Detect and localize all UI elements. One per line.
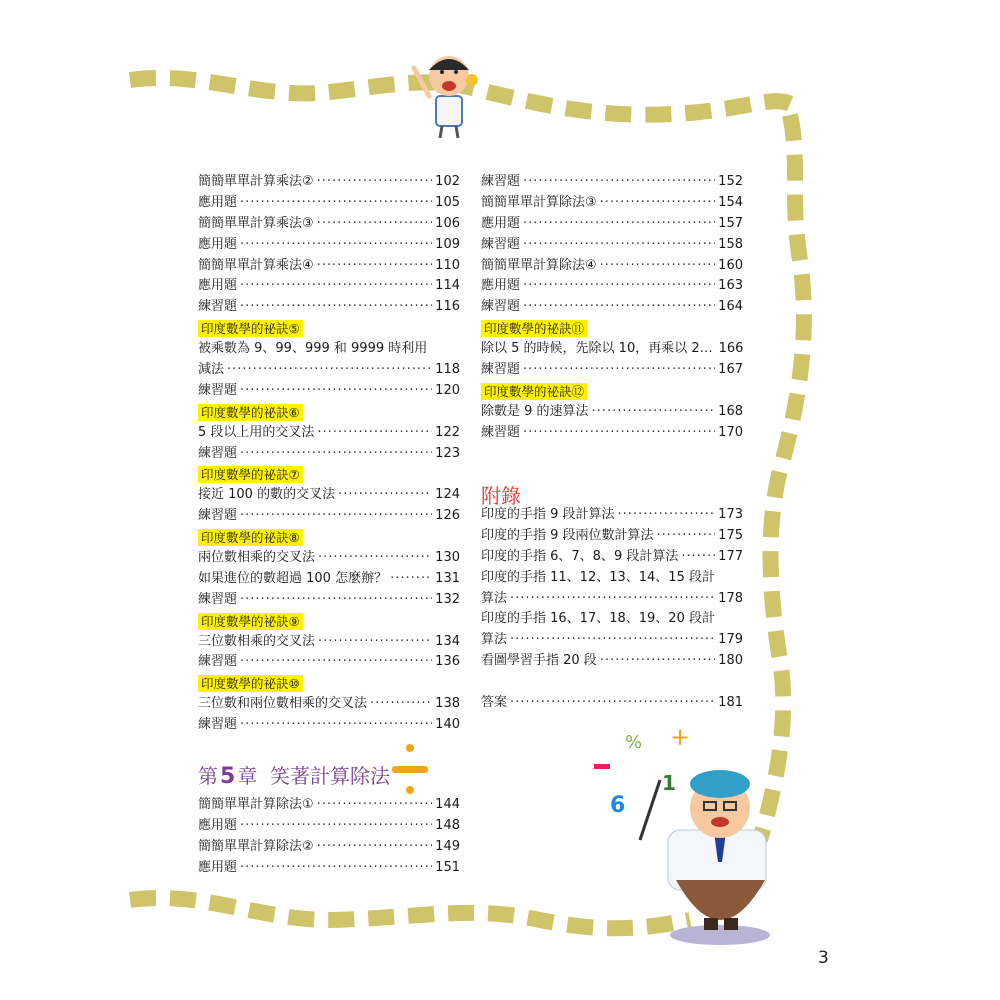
chapter5-title: 笑著計算除法 (270, 764, 391, 788)
toc-entry (481, 423, 743, 444)
toc-page-number: 144 (435, 797, 460, 812)
toc-entry-title: 應用題 (198, 236, 238, 252)
border-right (760, 115, 804, 840)
toc-entry-title: 練習題 (198, 382, 238, 398)
toc-entry-title: 練習題 (481, 299, 521, 315)
toc-entry (198, 444, 460, 465)
toc-entry (481, 297, 743, 318)
toc-entry-title: 練習題 (481, 236, 521, 252)
toc-section-label (198, 318, 460, 339)
toc-leader-dots (240, 276, 432, 297)
toc-page-number: 134 (435, 633, 460, 649)
section-highlight-label: 印度數學的祕訣⑤ (198, 320, 303, 337)
section-highlight-label: 印度數學的祕訣⑦ (198, 466, 303, 483)
toc-entry-title: 如果進位的數超過 100 怎麼辦？ (198, 570, 388, 586)
toc-entry (198, 694, 460, 715)
toc-leader-dots (240, 715, 432, 736)
toc-page-number: 131 (435, 570, 460, 586)
section-highlight-label: 印度數學的祕訣⑥ (198, 404, 303, 421)
toc-entry (198, 548, 460, 569)
boy-illustration-icon (414, 56, 478, 138)
toc-entry-title: 練習題 (198, 445, 238, 461)
toc-entry-line: 印度的手指 11、12、13、14、15 段計 (481, 569, 715, 585)
toc-leader-dots (600, 193, 716, 214)
toc-leader-dots (317, 172, 433, 193)
toc-entry-title: 應用題 (198, 278, 238, 294)
toc-page-number: 177 (718, 548, 743, 564)
toc-leader-dots (317, 256, 433, 277)
toc-entry (481, 630, 743, 651)
toc-entry (198, 632, 460, 653)
toc-page-number: 118 (435, 362, 460, 378)
toc-leader-dots (317, 795, 433, 816)
toc-right-column (481, 172, 743, 444)
toc-left-column (198, 172, 460, 736)
toc-leader-dots (657, 526, 716, 547)
toc-leader-dots (510, 630, 715, 651)
chapter5-entries (198, 795, 460, 879)
toc-leader-dots (318, 632, 432, 653)
toc-page-number: 138 (435, 696, 460, 712)
toc-entry (481, 651, 743, 672)
toc-page-number: 130 (435, 550, 460, 566)
toc-entry (198, 837, 460, 858)
toc-entry-title: 看圖學習手指 20 段 (481, 653, 597, 669)
toc-section-label (198, 464, 460, 485)
toc-leader-dots (618, 505, 716, 526)
toc-entry (198, 569, 460, 590)
toc-entry (481, 547, 743, 568)
toc-page-number: 160 (718, 257, 743, 273)
toc-entry-title: 練習題 (198, 508, 238, 524)
toc-page-number: 157 (718, 215, 743, 231)
toc-page-number: 102 (435, 174, 460, 189)
toc-leader-dots (523, 360, 715, 381)
toc-leader-dots (600, 256, 716, 277)
toc-page-number: 106 (435, 215, 460, 231)
toc-entry (481, 214, 743, 235)
toc-page-number: 170 (718, 424, 743, 440)
toc-leader-dots (317, 423, 432, 444)
toc-entry-title: 算法 (481, 590, 508, 606)
toc-page-number: 126 (435, 508, 460, 524)
toc-entry-title: 簡簡單單計算乘法④ (198, 257, 314, 273)
toc-entry (198, 297, 460, 318)
minus-symbol-icon (594, 764, 610, 769)
toc-leader-dots (523, 423, 715, 444)
toc-entry (198, 652, 460, 673)
section-highlight-label: 印度數學的祕訣⑪ (481, 320, 587, 337)
toc-page-number: 154 (718, 194, 743, 210)
toc-entry (198, 485, 460, 506)
toc-page-number: 151 (435, 859, 460, 875)
toc-page-number: 152 (718, 174, 743, 189)
toc-entry (198, 276, 460, 297)
section-highlight-label: 印度數學的祕訣⑫ (481, 383, 587, 400)
toc-section-label (198, 527, 460, 548)
toc-section-label (481, 318, 743, 339)
toc-leader-dots (317, 214, 433, 235)
toc-leader-dots (240, 235, 432, 256)
toc-entry-title: 減法 (198, 362, 225, 378)
toc-leader-dots (240, 506, 432, 527)
toc-page-number: 122 (435, 424, 460, 440)
section-highlight-label: 印度數學的祕訣⑧ (198, 529, 303, 546)
toc-page-number: 132 (435, 591, 460, 607)
toc-leader-dots (240, 444, 432, 465)
toc-page-number: 114 (435, 278, 460, 294)
toc-entry-title: 答案 (481, 695, 508, 711)
chapter5-suffix: 章 (237, 764, 258, 788)
toc-entry (198, 214, 460, 235)
toc-entry-title: 簡簡單單計算除法③ (481, 194, 597, 210)
toc-entry-title: 練習題 (198, 717, 238, 733)
toc-entry-title: 應用題 (481, 278, 521, 294)
toc-entry (481, 339, 743, 360)
toc-page-number: 105 (435, 194, 460, 210)
toc-entry-title: 練習題 (481, 424, 521, 440)
toc-leader-dots (240, 858, 432, 879)
plus-symbol-icon: + (670, 723, 691, 751)
toc-entry (481, 589, 743, 610)
toc-page-number: 180 (718, 653, 743, 669)
appendix-entries (481, 505, 743, 714)
toc-entry-title: 練習題 (481, 174, 521, 189)
percent-symbol-icon: % (625, 732, 643, 753)
toc-page-number: 181 (718, 695, 743, 711)
toc-entry (198, 235, 460, 256)
toc-entry (198, 795, 460, 816)
page-number: 3 (818, 948, 829, 968)
toc-page-number: 148 (435, 817, 460, 833)
toc-entry (198, 715, 460, 736)
toc-entry (198, 360, 460, 381)
toc-section-label (198, 673, 460, 694)
toc-entry-title: 簡簡單單計算乘法③ (198, 215, 314, 231)
toc-entry-title: 簡簡單單計算乘法② (198, 174, 314, 189)
toc-leader-dots (523, 235, 715, 256)
toc-entry (481, 256, 743, 277)
toc-entry-title: 練習題 (198, 654, 238, 670)
toc-entry-title: 印度的手指 9 段兩位數計算法 (481, 527, 654, 543)
toc-leader-dots (592, 402, 716, 423)
toc-entry-title: 三位數相乘的交叉法 (198, 633, 316, 649)
toc-gap (481, 672, 743, 693)
one-symbol-icon: 1 (662, 771, 676, 795)
toc-leader-dots (240, 652, 432, 673)
toc-leader-dots (523, 297, 715, 318)
toc-entry-title: 三位數和兩位數相乘的交叉法 (198, 696, 368, 712)
toc-page-number: 149 (435, 838, 460, 854)
toc-entry (198, 816, 460, 837)
toc-page-number: 173 (718, 507, 743, 522)
toc-leader-dots (370, 694, 432, 715)
toc-page-number: 124 (435, 487, 460, 503)
toc-entry-title: 5 段以上用的交叉法 (198, 424, 315, 440)
toc-page-number: 164 (718, 299, 743, 315)
toc-page-number: 123 (435, 445, 460, 461)
toc-leader-dots (510, 589, 715, 610)
section-highlight-label: 印度數學的祕訣⑩ (198, 675, 303, 692)
toc-entry-title: 應用題 (481, 215, 521, 231)
toc-leader-dots (390, 569, 432, 590)
toc-entry (481, 693, 743, 714)
toc-entry (198, 193, 460, 214)
toc-page-number: 168 (718, 403, 743, 419)
toc-leader-dots (681, 547, 715, 568)
toc-leader-dots (600, 651, 715, 672)
toc-page-number: 167 (718, 362, 743, 378)
toc-page-number: 175 (718, 527, 743, 543)
toc-entry (481, 193, 743, 214)
toc-leader-dots (227, 360, 432, 381)
toc-section-label (481, 381, 743, 402)
toc-entry (198, 423, 460, 444)
toc-leader-dots (510, 693, 715, 714)
toc-page-number: 158 (718, 236, 743, 252)
toc-page-number: 120 (435, 382, 460, 398)
toc-entry (481, 276, 743, 297)
chapter5-number: 5 (220, 764, 236, 789)
toc-leader-dots (523, 172, 715, 193)
toc-section-label (198, 402, 460, 423)
toc-entry (481, 172, 743, 193)
toc-page-number: 109 (435, 236, 460, 252)
toc-entry-title: 練習題 (198, 299, 238, 315)
border-bottom (130, 898, 690, 928)
toc-entry-title: 除數是 9 的速算法 (481, 403, 589, 419)
toc-leader-dots (338, 485, 432, 506)
toc-entry-title: 印度的手指 6、7、8、9 段計算法 (481, 548, 679, 564)
toc-leader-dots (318, 548, 432, 569)
toc-entry-line: 印度的手指 16、17、18、19、20 段計 (481, 611, 715, 627)
toc-entry-line: 被乘數為 9、99、999 和 9999 時利用 (198, 341, 428, 357)
toc-entry (481, 235, 743, 256)
toc-entry-title: 應用題 (198, 859, 238, 875)
toc-leader-dots (240, 816, 432, 837)
toc-entry-title: 應用題 (198, 194, 238, 210)
toc-entry-title: 除以 5 的時候，先除以 10，再乘以 2… (481, 341, 713, 357)
toc-entry (198, 506, 460, 527)
toc-entry (481, 526, 743, 547)
toc-entry-title: 簡簡單單計算除法① (198, 797, 314, 812)
toc-page-number: 166 (718, 341, 744, 357)
toc-leader-dots (240, 297, 432, 318)
chapter5-prefix: 第 (198, 764, 218, 788)
toc-entry-title: 練習題 (198, 591, 238, 607)
section-highlight-label: 印度數學的祕訣⑨ (198, 613, 303, 630)
toc-entry (481, 505, 743, 526)
toc-leader-dots (240, 590, 432, 611)
toc-section-label (198, 611, 460, 632)
toc-page-number: 179 (718, 632, 743, 648)
toc-entry-title: 接近 100 的數的交叉法 (198, 487, 336, 503)
toc-entry-title: 兩位數相乘的交叉法 (198, 550, 316, 566)
toc-entry-title: 印度的手指 9 段計算法 (481, 507, 615, 522)
toc-entry (198, 381, 460, 402)
toc-entry (481, 360, 743, 381)
toc-entry-title: 應用題 (198, 817, 238, 833)
toc-leader-dots (240, 193, 432, 214)
toc-page-number: 136 (435, 654, 460, 670)
toc-page-number: 110 (435, 257, 460, 273)
toc-entry-title: 練習題 (481, 362, 521, 378)
chapter5-heading (198, 760, 390, 789)
appendix-heading: 附錄 (481, 484, 521, 508)
toc-page-number: 140 (435, 717, 460, 733)
toc-entry-title: 簡簡單單計算除法② (198, 838, 314, 854)
toc-entry (198, 590, 460, 611)
toc-leader-dots (523, 276, 715, 297)
six-symbol-icon: 6 (610, 793, 626, 818)
toc-page-number: 116 (435, 299, 460, 315)
toc-leader-dots (317, 837, 433, 858)
toc-page-number: 163 (718, 278, 743, 294)
toc-entry (198, 256, 460, 277)
toc-entry (198, 172, 460, 193)
toc-leader-dots (523, 214, 715, 235)
toc-page-number: 178 (718, 590, 743, 606)
toc-entry (198, 858, 460, 879)
toc-entry-title: 簡簡單單計算除法④ (481, 257, 597, 273)
toc-leader-dots (240, 381, 432, 402)
toc-entry (481, 402, 743, 423)
toc-entry-title: 算法 (481, 632, 508, 648)
divide-sign-icon (392, 744, 428, 794)
